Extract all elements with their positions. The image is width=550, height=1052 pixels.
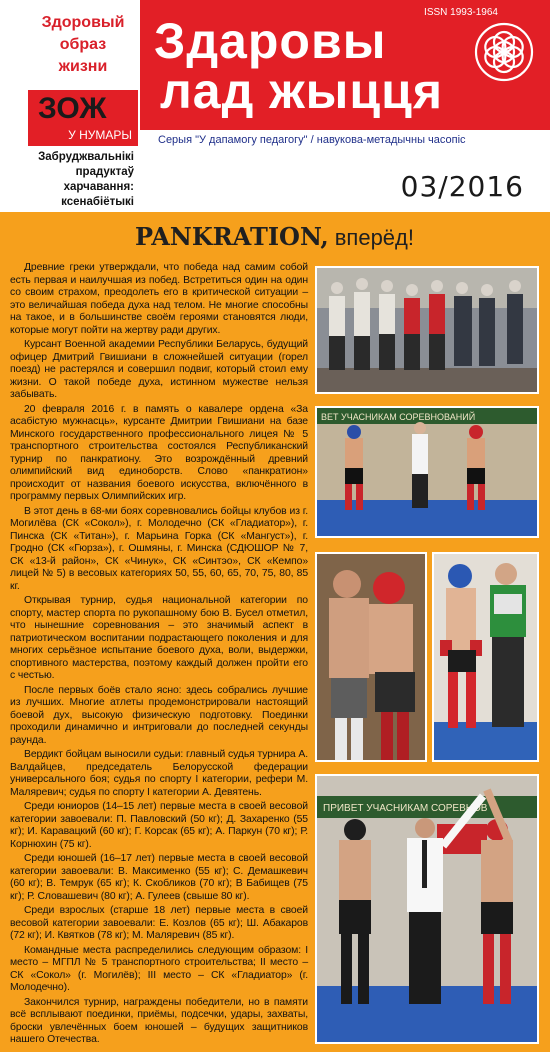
photo-fighter-cornerman: [432, 552, 539, 762]
ring-fight-image: [317, 408, 537, 536]
zdorovy-line: образ: [59, 36, 107, 53]
article-paragraph: Среди юношей (16–17 лет) первые места в своей весовой категории завоевали: В. Максименко (55 кг); С. Демашкевич (60 кг); В. Темрук (65 кг); К. Скобликов (70 кг); В Бабищев (75 кг); Р. Словашевич (80 кг); А. Гулеев (свыше 80 кг).: [10, 853, 308, 902]
photo-ring-fight: [315, 406, 539, 538]
contents-text: [28, 150, 134, 210]
series-line: Серыя "У дапамогу педагогу" / навукова-метадычны часопіс: [158, 134, 466, 146]
magazine-title-line1: Здаровы: [154, 13, 387, 69]
article-body: [10, 262, 308, 1049]
contents-line: прадуктаў: [75, 166, 134, 178]
article-paragraph: Вердикт бойцам выносили судьи: главный судья турнира А. Валдайцев, председатель Белорусской федерации универсального боя; судья по спорту I категории, рефери М. Маляревич; судья по спорту I категории А. Девятень.: [10, 749, 308, 798]
zdorovy-obraz-zhizni: [28, 12, 138, 78]
headline-main: PANKRATION,: [135, 222, 329, 251]
article-paragraph: После первых боёв стало ясно: здесь собрались лучшие из лучших. Многие атлеты продемонстрировали настоящий боевой дух, высокую физическую подготовку. Поединки проходили динамично и интриговали до последней секунды раунда.: [10, 684, 308, 746]
zdorovy-block: [28, 0, 138, 90]
magazine-header: [0, 0, 550, 212]
flower-of-life-icon: [472, 20, 536, 84]
article-paragraph: Командные места распределились следующим образом: I место – МГПЛ № 5 транспортного строительства; II место – СК «Сокол» (г. Могилёв); III место – СК «Гладиатор» (г. Молодечно).: [10, 944, 308, 993]
photo-group-athletes: [315, 266, 539, 394]
winner-announcement-image: [317, 776, 537, 1042]
arena-banner-text: ПРИВЕТ УЧАСНИКАМ СОРЕВНОВ: [323, 803, 488, 814]
article-paragraph: Закончился турнир, награждены победители, но в памяти всё всплывают поединки, приёмы, подсечки, удары, захваты, броски увлечённых боем юношей – будущих защитников нашего Отечества.: [10, 996, 308, 1045]
article: [0, 212, 550, 1052]
fighter-cornerman-image: [434, 554, 537, 760]
article-paragraph: Курсант Военной академии Республики Беларусь, будущий офицер Дмитрий Гвишиани в сложнейшей ситуации (горел поезд) не растерялся и совершил подвиг, который стоил ему жизни. О такой победе духа, истинном мужестве нельзя забывать.: [10, 339, 308, 400]
zozh-label: ЗОЖ: [38, 92, 107, 125]
issn: ISSN 1993-1964: [424, 7, 498, 18]
contents-line: ксенабіётыкі: [61, 196, 134, 208]
issue-number: 03/2016: [400, 170, 524, 203]
zdorovy-line: Здоровый: [41, 14, 125, 31]
photo-fighter-coach: [315, 552, 427, 762]
article-paragraph: Среди юниоров (14–15 лет) первые места в своей весовой категории завоевали: П. Павловский (50 кг); Д. Захаренко (55 кг); И. Каравацкий (60 кг); Г. Корсак (65 кг); А. Паркун (70 кг); Р. Корнюхин (75 кг).: [10, 801, 308, 850]
article-paragraph: 20 февраля 2016 г. в память о кавалере ордена «За асабістую мужнасць», курсанте Дмитрии Гвишиани на базе Минского государственного профессионального лицея № 5 транспортного строительства состоялся Республиканский турнир по панкратиону. Это возрождённый древний олимпийский вид единоборств. Слово «панкратион» происходит от названия боевого искусства, включённого в программу первых Олимпийских игр.: [10, 403, 308, 502]
u-numary-label: У НУМАРЫ: [68, 128, 132, 142]
article-paragraph: Открывая турнир, судья национальной категории по спорту, мастер спорта по рукопашному бою В. Бусел отметил, что нынешние соревнования – это значимый аспект в патриотическом воспитании подрастающего поколения и для многих серьёзное испытание боевого духа, воли, выдержки, спортивного мастерства, поэтому каждый должен пройти его с честью.: [10, 595, 308, 681]
headline-rest: вперёд!: [334, 225, 414, 250]
photo-winner-announcement: [315, 774, 539, 1044]
zozh-band: [28, 90, 138, 146]
article-paragraph: Древние греки утверждали, что победа над самим собой есть первая и наилучшая из побед. Встретиться один на один со своим страхом, преодолеть его в критической ситуации – это величайшая победа духа над телом. Не многие способны на такое, и в большинстве своём героями становятся люди, которые могут пойти на жертву ради других.: [10, 262, 308, 336]
zdorovy-line: жизни: [58, 58, 108, 75]
fighter-coach-image: [317, 554, 425, 760]
contents-line: Забруджвальнікі: [38, 151, 134, 163]
article-headline: [135, 222, 414, 251]
left-column: [28, 0, 138, 212]
arena-banner-text: ВЕТ УЧАСНИКАМ СОРЕВНОВАНИЙ: [321, 412, 476, 422]
article-paragraph: Среди взрослых (старше 18 лет) первые места в своей весовой категории завоевали: Е. Козлов (65 кг); Ш. Абакаров (72 кг); И. Квятков (78 кг); М. Маляревич (85 кг).: [10, 905, 308, 941]
article-paragraph: В этот день в 68-ми боях соревновались бойцы клубов из г. Могилёва (СК «Сокол»), г. Молодечно (СК «Гладиатор»), г. Пинска (СК «Титан»), г. Марьина Горка (СК «Мангуст»), г. Гродно (СК «Гюрза»), г. Ошмяны, г. Минска (СДЮШОР № 7, СК «13-й район», СК «Чинук», СК «Синтэо», СК «Кемпо» лицей № 5) в весовых категориях 50, 55, 60, 65, 70, 75, 80, 85 кг.: [10, 505, 308, 592]
issue-contents: [28, 150, 138, 210]
title-band: [140, 0, 550, 130]
contents-line: харчавання:: [63, 181, 134, 193]
group-photo-image: [317, 268, 537, 392]
magazine-title-line2: лад жыцця: [160, 63, 443, 119]
